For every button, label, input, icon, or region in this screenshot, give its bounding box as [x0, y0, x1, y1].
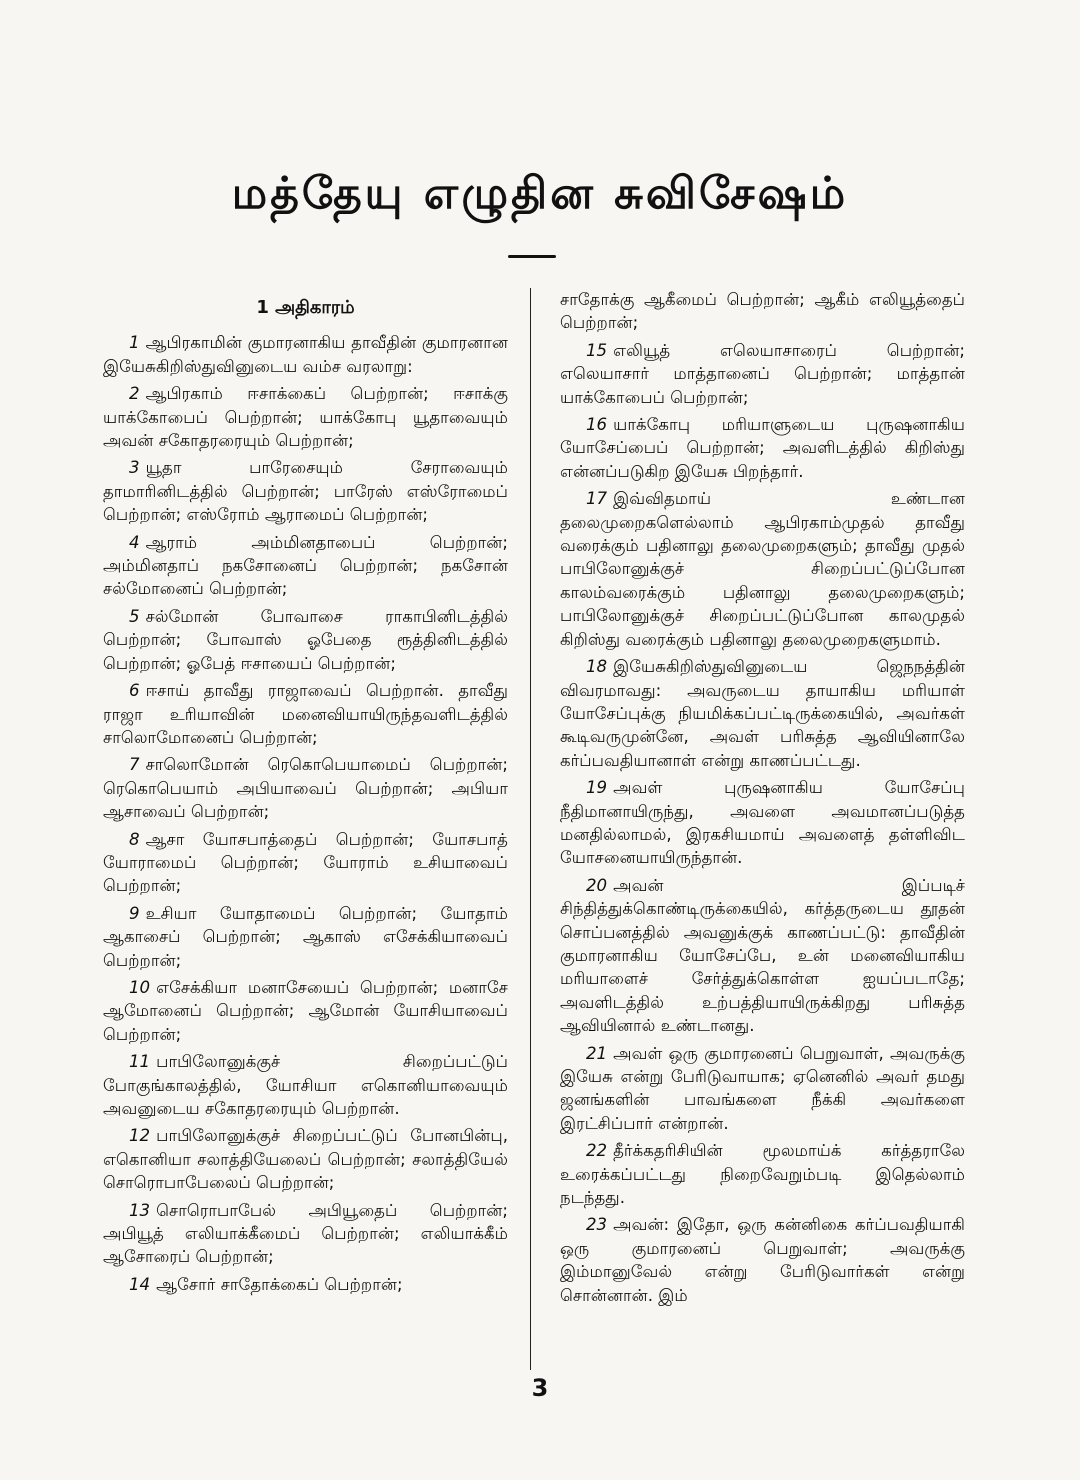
verse-number: 2	[129, 384, 140, 404]
verse	[103, 1199, 508, 1269]
verse	[103, 456, 508, 526]
verse-number: 21	[586, 1043, 608, 1063]
verse-text: சாதோக்கு ஆகீமைப் பெற்றான்; ஆகீம் எலியூத்தைப் பெற்றான்;	[560, 290, 965, 333]
verse-number: 20	[586, 875, 608, 895]
verse	[560, 776, 965, 870]
column-divider	[530, 288, 531, 1370]
verse-number: 1	[129, 333, 140, 353]
verse	[103, 605, 508, 675]
verse-text: ஆராம் அம்மினதாபைப் பெற்றான்; அம்மினதாப் நகசோனைப் பெற்றான்; நகசோன் சல்மோனைப் பெற்றான்;	[103, 532, 508, 599]
verse-number: 22	[586, 1141, 608, 1161]
verse	[103, 679, 508, 749]
page-title: மத்தேயு எழுதின சுவிசேஷம்	[231, 168, 849, 219]
verse-text: எலியூத் எலெயாசாரைப் பெற்றான்; எலெயாசார் மாத்தானைப் பெற்றான்; மாத்தான் யாக்கோபைப் பெற்றான்;	[560, 340, 965, 407]
verse-text: பாபிலோனுக்குச் சிறைப்பட்டுப் போனபின்பு, எகொனியா சலாத்தியேலைப் பெற்றான்; சலாத்தியேல் சொரொபாபேலைப் பெற்றான்;	[103, 1126, 508, 1193]
verse-text: யூதா பாரேசையும் சேராவையும் தாமாரினிடத்தில் பெற்றான்; பாரேஸ் எஸ்ரோமைப் பெற்றான்; எஸ்ரோம் ஆராமைப் பெற்றான்;	[103, 458, 508, 525]
verse	[103, 382, 508, 452]
verse-number: 6	[129, 681, 140, 701]
verse	[560, 288, 965, 335]
verse-number: 17	[586, 489, 608, 509]
verse-text: இவ்விதமாய் உண்டான தலைமுறைகளெல்லாம் ஆபிரகாம்முதல் தாவீது வரைக்கும் பதினாலு தலைமுறைகளும்; தாவீது முதல் பாபிலோனுக்குச் சிறைப்பட்டுப்போன காலம்வரைக்கும் பதினாலு தலைமுறைகளும்; பாபிலோனுக்குச் சிறைப்பட்டுப்போன காலமுதல் கிறிஸ்து வரைக்கும் பதினாலு தலைமுறைகளுமாம்.	[560, 489, 965, 649]
verse-text: ஆசா யோசபாத்தைப் பெற்றான்; யோசபாத் யோராமைப் பெற்றான்; யோராம் உசியாவைப் பெற்றான்;	[103, 829, 508, 896]
verse	[103, 1050, 508, 1120]
right-verse-list	[560, 288, 965, 1307]
verse-text: உசியா யோதாமைப் பெற்றான்; யோதாம் ஆகாசைப் பெற்றான்; ஆகாஸ் எசேக்கியாவைப் பெற்றான்;	[103, 903, 508, 970]
verse	[103, 1273, 508, 1296]
verse-text: தீர்க்கதரிசியின் மூலமாய்க் கர்த்தராலே உரைக்கப்பட்டது நிறைவேறும்படி இதெல்லாம் நடந்தது.	[560, 1141, 965, 1208]
left-verse-list	[103, 331, 508, 1296]
verse	[560, 874, 965, 1038]
verse-number: 19	[586, 778, 608, 798]
verse	[103, 1124, 508, 1194]
verse-number: 15	[586, 340, 608, 360]
verse-number: 7	[129, 755, 140, 775]
verse-text: அவன் இப்படிச் சிந்தித்துக்கொண்டிருக்கையில், கர்த்தருடைய தூதன் சொப்பனத்தில் அவனுக்குக் காணப்பட்டு: தாவீதின் குமாரனாகிய யோசேப்பே, உன் மனைவியாகிய மரியாளைச் சேர்த்துக்கொள்ள ஐயப்படாதே; அவளிடத்தில் உற்பத்தியாயிருக்கிறது பரிசுத்த ஆவியினால் உண்டானது.	[560, 875, 965, 1036]
verse-text: பாபிலோனுக்குச் சிறைப்பட்டுப் போகுங்காலத்தில், யோசியா எகொனியாவையும் அவனுடைய சகோதரரையும் பெற்றான்.	[103, 1052, 508, 1118]
verse	[103, 531, 508, 601]
page-number: 3	[531, 1374, 549, 1402]
title-ornament	[508, 255, 556, 258]
verse-number: 14	[129, 1274, 151, 1294]
verse-number: 16	[586, 415, 608, 435]
verse	[560, 339, 965, 409]
verse-text: ஆபிரகாமின் குமாரனாகிய தாவீதின் குமாரனான இயேசுகிறிஸ்துவினுடைய வம்ச வரலாறு:	[103, 333, 508, 376]
verse	[560, 413, 965, 483]
verse-number: 13	[129, 1200, 151, 1220]
verse	[103, 753, 508, 823]
chapter-heading: 1 அதிகாரம்	[256, 297, 355, 318]
verse	[103, 828, 508, 898]
verse	[560, 655, 965, 772]
verse-text: அவன்: இதோ, ஒரு கன்னிகை கர்ப்பவதியாகி ஒரு குமாரனைப் பெறுவாள்; அவருக்கு இம்மானுவேல் என்று பேரிடுவார்கள் என்று சொன்னான். இம்	[560, 1215, 965, 1305]
verse-text: சாலொமோன் ரெகொபெயாமைப் பெற்றான்; ரெகொபெயாம் அபியாவைப் பெற்றான்; அபியா ஆசாவைப் பெற்றான்;	[103, 755, 508, 822]
verse	[103, 976, 508, 1046]
verse-text: சல்மோன் போவாசை ராகாபினிடத்தில் பெற்றான்; போவாஸ் ஓபேதை ரூத்தினிடத்தில் பெற்றான்; ஓபேத் ஈசாயைப் பெற்றான்;	[103, 606, 508, 673]
verse	[103, 331, 508, 378]
verse-text: அவள் புருஷனாகிய யோசேப்பு நீதிமானாயிருந்து, அவளை அவமானப்படுத்த மனதில்லாமல், இரகசியமாய் அவளைத் தள்ளிவிட யோசனையாயிருந்தான்.	[560, 778, 965, 868]
verse-number: 12	[129, 1126, 151, 1146]
verse-text: எசேக்கியா மனாசேயைப் பெற்றான்; மனாசே ஆமோனைப் பெற்றான்; ஆமோன் யோசியாவைப் பெற்றான்;	[103, 977, 508, 1044]
verse-number: 9	[129, 903, 140, 923]
right-column	[560, 288, 965, 1370]
verse-number: 18	[586, 657, 608, 677]
left-column	[103, 288, 508, 1370]
verse-number: 10	[129, 977, 151, 997]
verse-text: இயேசுகிறிஸ்துவினுடைய ஜெநநத்தின் விவரமாவது: அவருடைய தாயாகிய மரியாள் யோசேப்புக்கு நியமிக்கப்பட்டிருக்கையில், அவர்கள் கூடிவருமுன்னே, அவள் பரிசுத்த ஆவியினாலே கர்ப்பவதியானாள் என்று காணப்பட்டது.	[560, 657, 965, 770]
verse-text: ஆபிரகாம் ஈசாக்கைப் பெற்றான்; ஈசாக்கு யாக்கோபைப் பெற்றான்; யாக்கோபு யூதாவையும் அவன் சகோதரரையும் பெற்றான்;	[103, 384, 508, 451]
verse	[560, 1139, 965, 1209]
verse-text: சொரொபாபேல் அபியூதைப் பெற்றான்; அபியூத் எலியாக்கீமைப் பெற்றான்; எலியாக்கீம் ஆசோரைப் பெற்றான்;	[103, 1200, 508, 1267]
verse	[560, 1042, 965, 1136]
verse-text: யாக்கோபு மரியாளுடைய புருஷனாகிய யோசேப்பைப் பெற்றான்; அவளிடத்தில் கிறிஸ்து என்னப்படுகிற இயேசு பிறந்தார்.	[560, 415, 965, 481]
verse-number: 11	[129, 1052, 151, 1072]
verse-text: ஈசாய் தாவீது ராஜாவைப் பெற்றான். தாவீது ராஜா உரியாவின் மனைவியாயிருந்தவளிடத்தில் சாலொமோனைப் பெற்றான்;	[103, 681, 508, 747]
verse	[560, 487, 965, 651]
verse	[103, 902, 508, 972]
verse-number: 3	[129, 458, 140, 478]
verse-number: 8	[129, 829, 140, 849]
verse-number: 4	[129, 532, 140, 552]
verse	[560, 1213, 965, 1307]
verse-text: ஆசோர் சாதோக்கைப் பெற்றான்;	[156, 1274, 403, 1294]
verse-text: அவள் ஒரு குமாரனைப் பெறுவாள், அவருக்கு இயேசு என்று பேரிடுவாயாக; ஏனெனில் அவர் தமது ஜனங்களின் பாவங்களை நீக்கி அவர்களை இரட்சிப்பார் என்றான்.	[560, 1043, 965, 1133]
verse-number: 23	[586, 1215, 608, 1235]
verse-number: 5	[129, 606, 140, 626]
